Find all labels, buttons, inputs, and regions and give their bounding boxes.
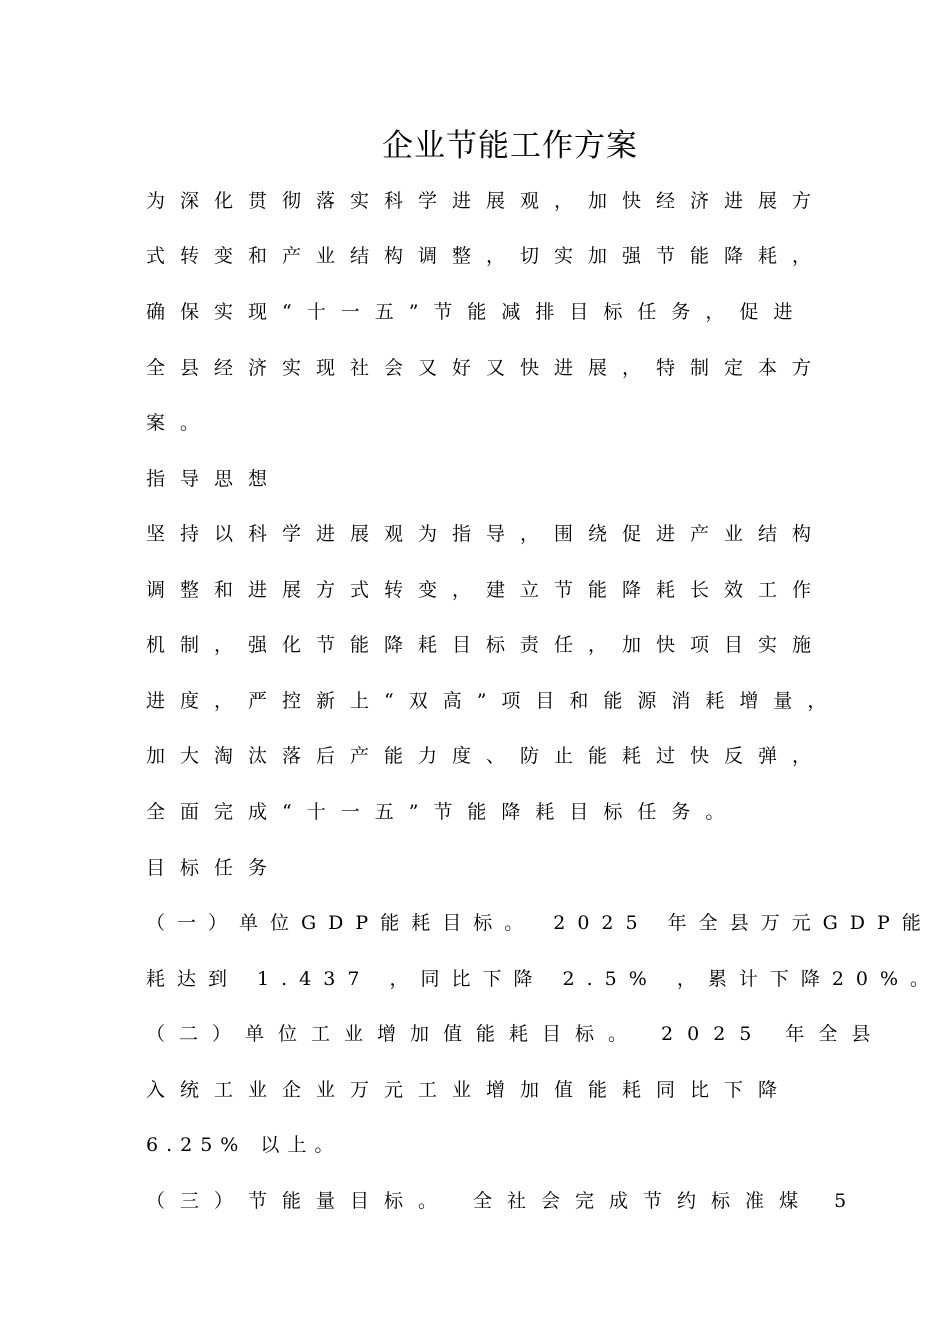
body-line-16: （二）单位工业增加值能耗目标。 2025 年全县	[146, 1023, 885, 1045]
body-line-15: 耗达到 1.437 ，同比下降 2.5% ，累计下降20%。	[146, 968, 942, 990]
body-line-17: 入统工业企业万元工业增加值能耗同比下降	[146, 1079, 793, 1101]
body-line-8: 调整和进展方式转变，建立节能降耗长效工作	[146, 579, 827, 601]
body-line-14: （一）单位GDP能耗目标。 2025 年全县万元GDP能	[146, 912, 933, 934]
body-line-18: 6.25% 以上。	[146, 1134, 342, 1156]
document-title: 企业节能工作方案	[382, 128, 638, 164]
body-line-1: 为深化贯彻落实科学进展观，加快经济进展方	[146, 190, 827, 212]
body-line-3: 确保实现“十一五”节能减排目标任务，促进	[146, 301, 808, 323]
body-line-10: 进度，严控新上“双高”项目和能源消耗增量，	[146, 690, 842, 712]
body-line-5: 案。	[146, 412, 215, 434]
body-line-19: （三）节能量目标。 全社会完成节约标准煤 5	[146, 1190, 862, 1212]
body-line-9: 机制，强化节能降耗目标责任，加快项目实施	[146, 634, 827, 656]
section-heading-guiding-ideology: 指导思想	[146, 468, 283, 490]
body-line-11: 加大淘汰落后产能力度、防止能耗过快反弹，	[146, 745, 827, 767]
body-line-7: 坚持以科学进展观为指导，围绕促进产业结构	[146, 523, 827, 545]
body-line-12: 全面完成“十一五”节能降耗目标任务。	[146, 801, 740, 823]
body-line-4: 全县经济实现社会又好又快进展，特制定本方	[146, 357, 827, 379]
body-line-2: 式转变和产业结构调整，切实加强节能降耗，	[146, 245, 827, 267]
section-heading-targets: 目标任务	[146, 857, 283, 879]
